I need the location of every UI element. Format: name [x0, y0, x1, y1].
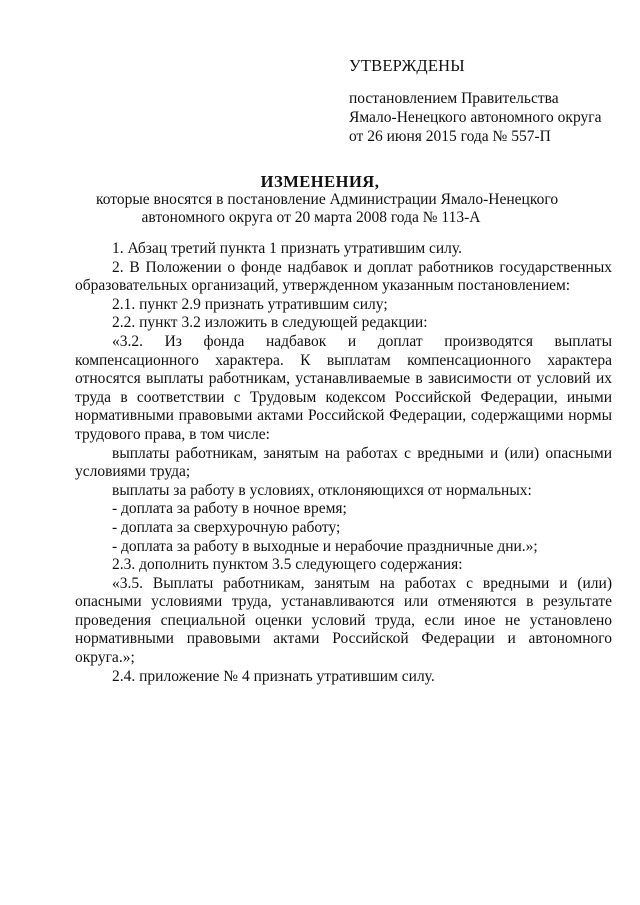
list-item-holidays: - доплата за работу в выходные и нерабочие праздничные дни.»;: [112, 537, 538, 555]
subtitle-line-1: которые вносятся в постановление Администрации Ямало-Ненецкого: [96, 191, 559, 208]
paragraph-2-1: 2.1. пункт 2.9 признать утратившим силу;: [112, 295, 388, 313]
list-item-overtime: - доплата за сверхурочную работу;: [112, 518, 341, 536]
paragraph-hazard-payments: выплаты работникам, занятым на работах с вредными и (или) опасными условиями труда;: [75, 444, 612, 481]
document-title: ИЗМЕНЕНИЯ,: [260, 172, 380, 191]
approval-block: [349, 56, 619, 146]
paragraph-3-5-quote: «3.5. Выплаты работникам, занятым на работах с вредными и (или) опасными условиями труда, устанавливаются или отменяются в результате проведения специальной оценки условий труда, если иное не установлено нормативными правовыми актами Российской Федерации и автономного округа.»;: [75, 574, 612, 667]
paragraph-2-2: 2.2. пункт 3.2 изложить в следующей редакции:: [112, 314, 428, 332]
subtitle-line-2: автономного округа от 20 марта 2008 года № 113-А: [141, 209, 481, 226]
approval-line-3: от 26 июня 2015 года № 557-П: [349, 128, 551, 145]
paragraph-1: 1. Абзац третий пункта 1 признать утратившим силу.: [112, 240, 462, 257]
document-body: [75, 240, 612, 686]
paragraph-abnormal-conditions: выплаты за работу в условиях, отклоняющихся от нормальных:: [112, 481, 532, 499]
paragraph-3-2-quote: «3.2. Из фонда надбавок и доплат производятся выплаты компенсационного характера. К выплатам компенсационного характера относятся выплаты работникам, устанавливаемые в зависимости от условий их труда в соответствии с Трудовым кодексом Российской Федерации, иными нормативными правовыми актами Российской Федерации, содержащими нормы трудового права, в том числе:: [75, 332, 612, 443]
paragraph-2: 2. В Положении о фонде надбавок и доплат работников государственных образовательных организаций, утвержденном указанным постановлением:: [75, 258, 612, 295]
paragraph-2-3: 2.3. дополнить пунктом 3.5 следующего содержания:: [112, 556, 463, 574]
approval-line-1: постановлением Правительства: [349, 90, 559, 107]
approval-line-2: Ямало-Ненецкого автономного округа: [349, 109, 602, 126]
approval-heading: УТВЕРЖДЕНЫ: [349, 56, 465, 75]
document-subtitle: [96, 191, 559, 227]
paragraph-2-4: 2.4. приложение № 4 признать утратившим силу.: [112, 667, 435, 685]
list-item-night-work: - доплата за работу в ночное время;: [112, 500, 347, 518]
